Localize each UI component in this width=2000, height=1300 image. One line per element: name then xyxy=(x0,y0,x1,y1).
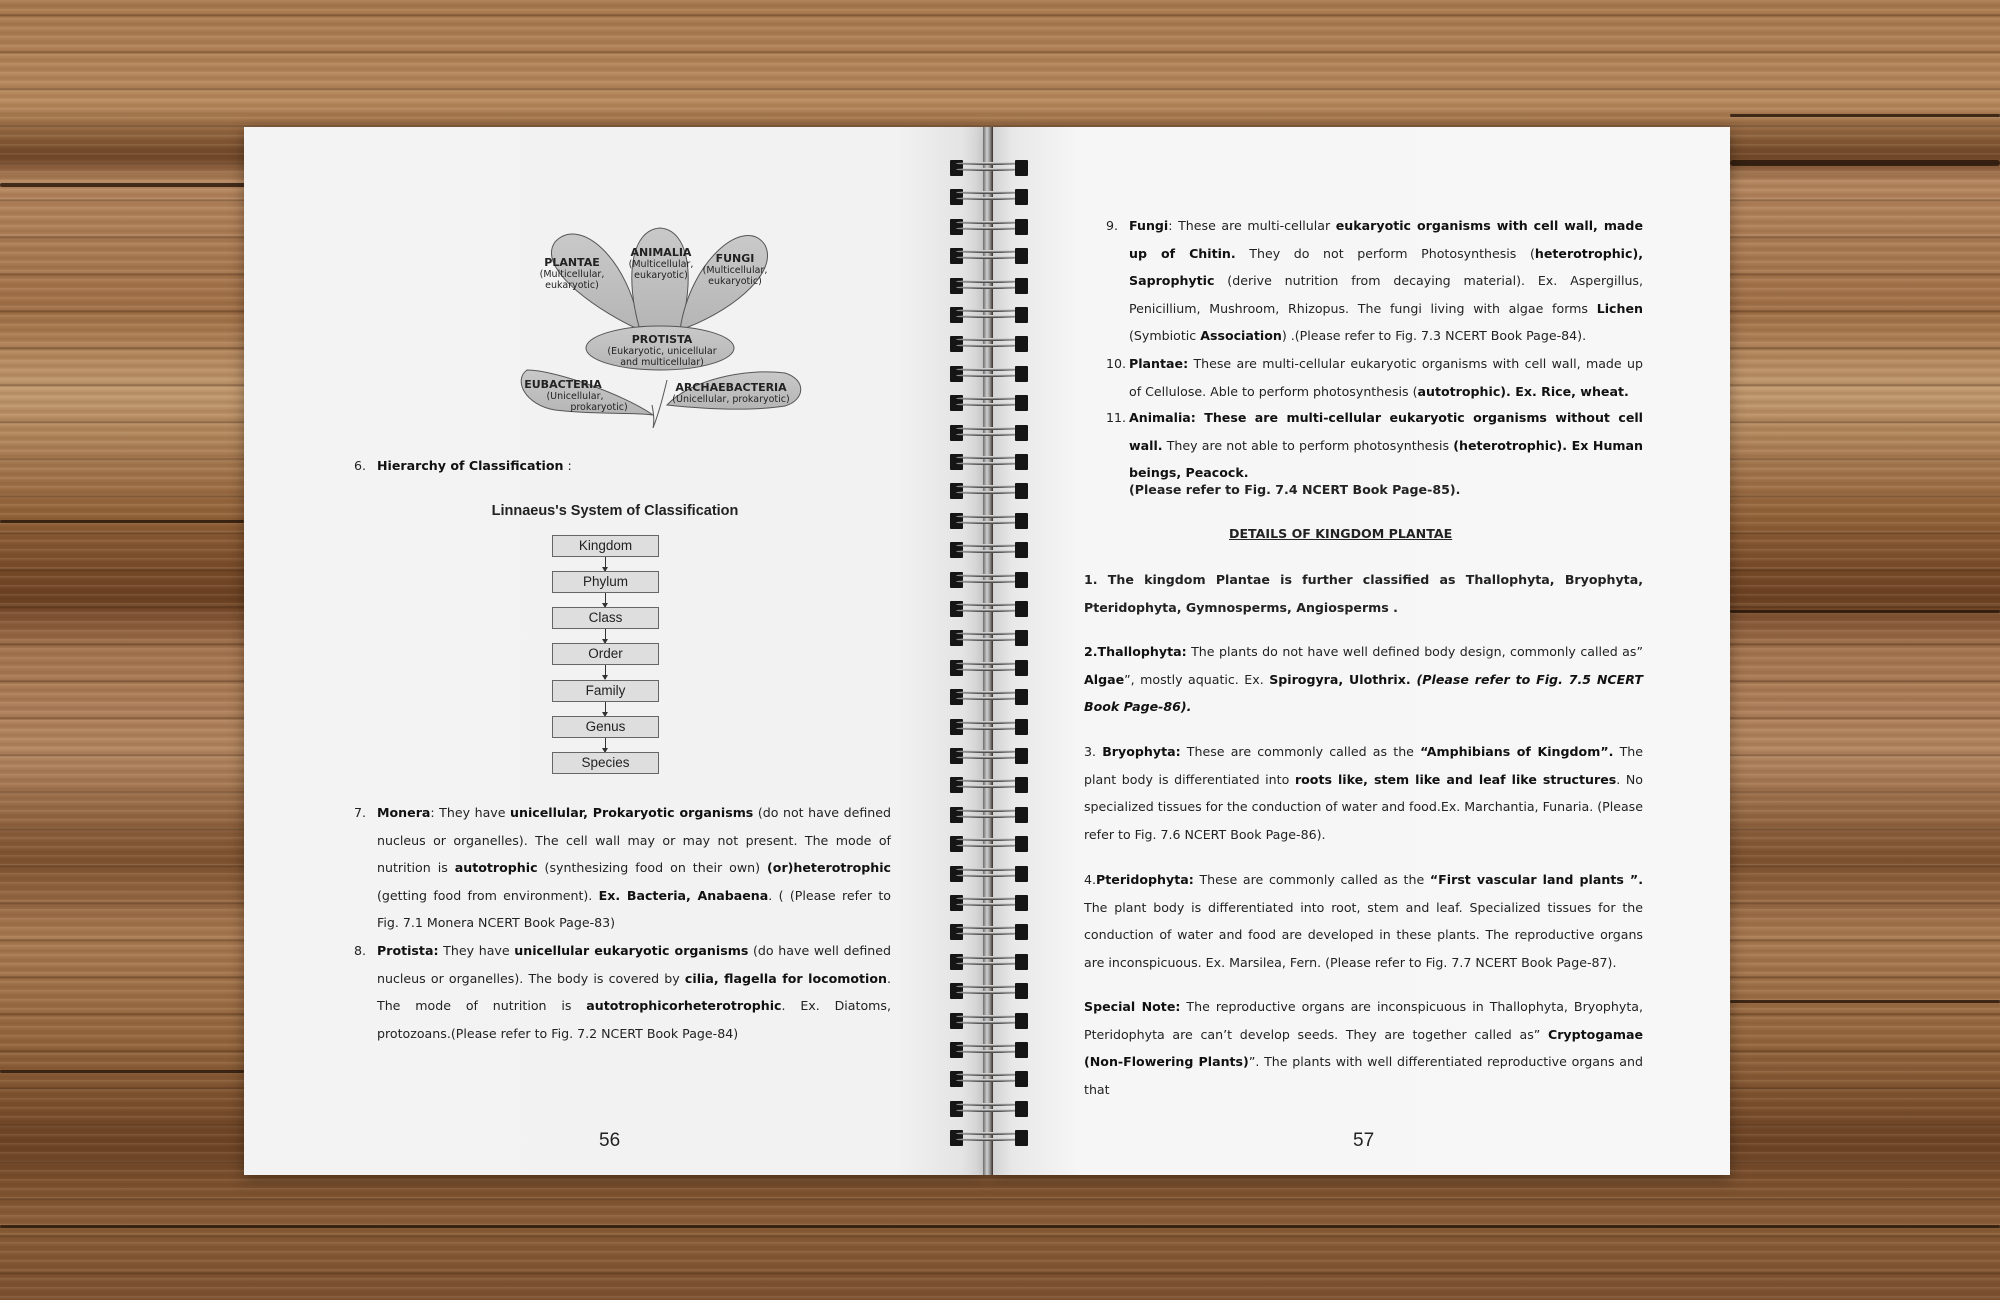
item-6-number: 6. xyxy=(354,458,367,473)
spiral-ring xyxy=(950,660,1028,676)
svg-text:PLANTAE: PLANTAE xyxy=(544,256,600,269)
spiral-ring xyxy=(950,689,1028,705)
item-10-plantae: Plantae: These are multi-cellular eukaryotic organisms with cell wall, made up of Cellulose. Able to perform photosynthesis (autotrophic). Ex. Rice, wheat. xyxy=(1129,356,1643,399)
item-8-number: 8. xyxy=(354,943,367,958)
term-protista: Protista: xyxy=(377,943,439,958)
spiral-ring xyxy=(950,454,1028,470)
level-genus: Genus xyxy=(552,716,659,738)
svg-text:FUNGI: FUNGI xyxy=(715,252,755,265)
reference-note-fig-7-4: (Please refer to Fig. 7.4 NCERT Book Page-85). xyxy=(1129,482,1461,497)
spiral-ring xyxy=(950,513,1028,529)
svg-text:(Multicellular,: (Multicellular, xyxy=(702,265,768,276)
spiral-ring xyxy=(950,630,1028,646)
paragraph-thallophyta: 2.Thallophyta: The plants do not have well defined body design, commonly called as” Algae”, mostly aquatic. Ex. Spirogyra, Ulothrix. (Please refer to Fig. 7.5 NCERT Book Page-86). xyxy=(1084,644,1643,715)
svg-text:(Multicellular,: (Multicellular, xyxy=(628,259,694,270)
spiral-ring xyxy=(950,307,1028,323)
spiral-ring xyxy=(950,219,1028,235)
five-kingdom-diagram xyxy=(515,220,805,430)
spiral-ring xyxy=(950,748,1028,764)
spiral-ring xyxy=(950,336,1028,352)
kingdom-animalia xyxy=(629,246,694,281)
arrow-down-icon xyxy=(605,557,606,571)
spiral-ring xyxy=(950,601,1028,617)
spiral-ring xyxy=(950,248,1028,264)
svg-text:(Eukaryotic, unicellular: (Eukaryotic, unicellular xyxy=(607,346,717,357)
item-6-label: Hierarchy of Classification xyxy=(377,458,564,473)
arrow-down-icon xyxy=(605,665,606,679)
svg-text:(Unicellular, prokaryotic): (Unicellular, prokaryotic) xyxy=(672,394,790,405)
spiral-ring xyxy=(950,807,1028,823)
spiral-ring xyxy=(950,954,1028,970)
level-phylum: Phylum xyxy=(552,571,659,593)
item-6-heading xyxy=(377,452,572,480)
term-fungi: Fungi xyxy=(1129,218,1169,233)
item-7-monera: Monera: They have unicellular, Prokaryotic organisms (do not have defined nucleus or organelles). The cell wall may or may not present. The mode of nutrition is autotrophic (synthesizing food on their own) (or)heterotrophic (getting food from environment). Ex. Bacteria, Anabaena. ( (Please refer to Fig. 7.1 Monera NCERT Book Page-83) xyxy=(377,805,891,931)
term-animalia: Animalia: These are multi-cellular eukaryotic organisms without cell wall. xyxy=(1129,410,1643,453)
level-family: Family xyxy=(552,680,659,702)
spiral-ring xyxy=(950,1071,1028,1087)
svg-text:(Multicellular,: (Multicellular, xyxy=(539,269,605,280)
wood-grain xyxy=(0,1225,2000,1228)
wood-grain xyxy=(1730,1000,2000,1003)
item-6-suffix: : xyxy=(563,458,572,473)
svg-text:eukaryotic): eukaryotic) xyxy=(708,276,762,287)
spiral-ring xyxy=(950,395,1028,411)
spiral-ring xyxy=(950,425,1028,441)
spiral-ring xyxy=(950,366,1028,382)
item-7-number: 7. xyxy=(354,805,367,820)
spiral-ring xyxy=(950,189,1028,205)
svg-text:EUBACTERIA: EUBACTERIA xyxy=(524,378,602,391)
item-9-number: 9. xyxy=(1106,218,1119,233)
item-10-number: 10. xyxy=(1106,356,1127,371)
term-plantae: Plantae: xyxy=(1129,356,1189,371)
spiral-ring xyxy=(950,1013,1028,1029)
spiral-ring xyxy=(950,836,1028,852)
spiral-ring xyxy=(950,160,1028,176)
level-species: Species xyxy=(552,752,659,774)
term-monera: Monera xyxy=(377,805,431,820)
arrow-down-icon xyxy=(605,593,606,607)
spiral-ring xyxy=(950,1101,1028,1117)
paragraph-pteridophyta: 4.Pteridophyta: These are commonly called as the “First vascular land plants ”. The plant body is differentiated into root, stem and leaf. Specialized tissues for the conduction of water and food are developed in these plants. The reproductive organs are inconspicuous. Ex. Marsilea, Fern. (Please refer to Fig. 7.7 NCERT Book Page-87). xyxy=(1084,872,1643,970)
spiral-ring xyxy=(950,483,1028,499)
item-8-protista: Protista: They have unicellular eukaryotic organisms (do have well defined nucleus or organelles). The body is covered by cilia, flagella for locomotion. The mode of nutrition is autotrophicorheterotrophic. Ex. Diatoms, protozoans.(Please refer to Fig. 7.2 NCERT Book Page-84) xyxy=(377,943,891,1041)
svg-text:eukaryotic): eukaryotic) xyxy=(545,280,599,291)
spiral-ring xyxy=(950,777,1028,793)
level-kingdom: Kingdom xyxy=(552,535,659,557)
section-heading-kingdom-plantae: DETAILS OF KINGDOM PLANTAE xyxy=(1229,526,1453,541)
level-order: Order xyxy=(552,643,659,665)
item-9-fungi: Fungi: These are multi-cellular eukaryotic organisms with cell wall, made up of Chitin. They do not perform Photosynthesis (heterotrophic), Saprophytic (derive nutrition from decaying material). Ex. Aspergillus, Penicillium, Mushroom, Rhizopus. The fungi living with algae forms Lichen (Symbiotic Association) .(Please refer to Fig. 7.3 NCERT Book Page-84). xyxy=(1129,218,1643,344)
svg-text:PROTISTA: PROTISTA xyxy=(631,333,693,346)
svg-text:prokaryotic): prokaryotic) xyxy=(570,402,628,413)
svg-text:ARCHAEBACTERIA: ARCHAEBACTERIA xyxy=(675,381,787,394)
spiral-ring xyxy=(950,542,1028,558)
spiral-ring xyxy=(950,1042,1028,1058)
paragraph-special-note: Special Note: The reproductive organs are inconspicuous in Thallophyta, Bryophyta, Pteridophyta are can’t develop seeds. They are together called as” Cryptogamae (Non-Flowering Plants)”. The plants with well differentiated reproductive organs and that xyxy=(1084,999,1643,1097)
wood-grain xyxy=(0,520,244,523)
arrow-down-icon xyxy=(605,702,606,716)
spiral-ring xyxy=(950,1130,1028,1146)
spiral-ring xyxy=(950,719,1028,735)
arrow-down-icon xyxy=(605,738,606,752)
spiral-ring xyxy=(950,924,1028,940)
wood-grain xyxy=(1730,114,2000,117)
page-number-left: 56 xyxy=(599,1130,621,1151)
svg-text:ANIMALIA: ANIMALIA xyxy=(630,246,692,259)
wood-grain xyxy=(1730,610,2000,613)
item-11-number: 11. xyxy=(1106,410,1127,425)
wood-grain xyxy=(1730,160,2000,166)
spiral-ring xyxy=(950,278,1028,294)
kingdom-plantae xyxy=(540,256,605,291)
svg-text:eukaryotic): eukaryotic) xyxy=(634,270,688,281)
spiral-ring xyxy=(950,983,1028,999)
linnaeus-chart-title: Linnaeus's System of Classification xyxy=(491,503,739,519)
plantae-paragraph-1: 1. The kingdom Plantae is further classified as Thallophyta, Bryophyta, Pteridophyta, Gymnosperms, Angiosperms . xyxy=(1084,572,1643,615)
paragraph-bryophyta: 3. Bryophyta: These are commonly called as the “Amphibians of Kingdom”. The plant body is differentiated into roots like, stem like and leaf like structures. No specialized tissues for the conduction of water and food.Ex. Marchantia, Funaria. (Please refer to Fig. 7.6 NCERT Book Page-86). xyxy=(1084,744,1644,842)
wood-grain xyxy=(0,1070,244,1073)
arrow-down-icon xyxy=(605,629,606,643)
level-class: Class xyxy=(552,607,659,629)
spiral-ring xyxy=(950,895,1028,911)
spiral-ring xyxy=(950,572,1028,588)
page-number-right: 57 xyxy=(1353,1130,1375,1151)
svg-text:and multicellular): and multicellular) xyxy=(620,357,704,368)
kingdom-archaebacteria xyxy=(672,381,789,405)
wood-grain xyxy=(0,183,250,187)
item-11-animalia: Animalia: These are multi-cellular eukaryotic organisms without cell wall. They are not able to perform photosynthesis (heterotrophic). Ex Human beings, Peacock. xyxy=(1129,410,1643,481)
svg-text:(Unicellular,: (Unicellular, xyxy=(546,391,604,402)
spiral-ring xyxy=(950,866,1028,882)
